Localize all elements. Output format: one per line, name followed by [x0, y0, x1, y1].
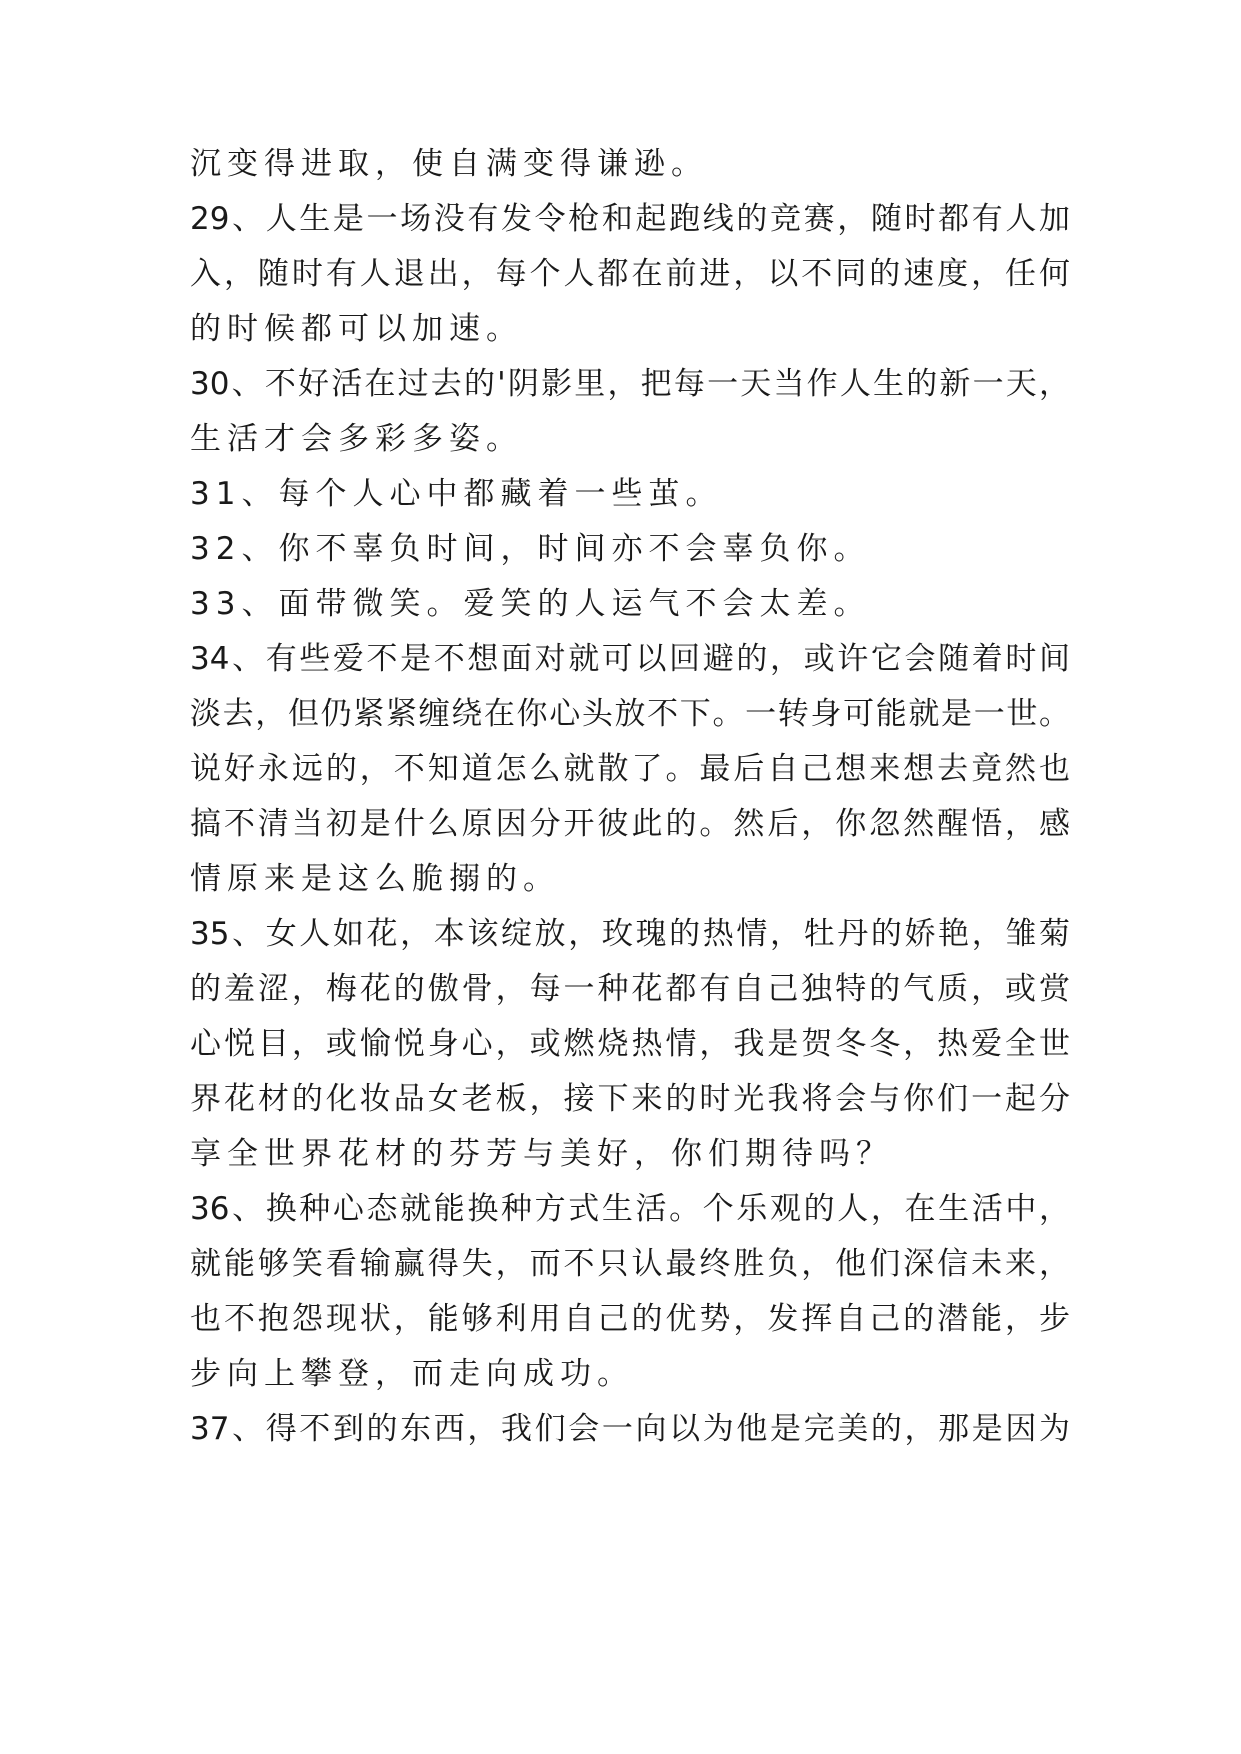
text-line: 31、每个人心中都藏着一些茧。 — [190, 476, 723, 512]
text-line: 35、女人如花，本该绽放，玫瑰的热情，牡丹的娇艳，雏菊 — [190, 916, 1070, 952]
text-line: 淡去，但仍紧紧缠绕在你心头放不下。一转身可能就是一世。 — [190, 696, 1070, 732]
text-line: 心悦目，或愉悦身心，或燃烧热情，我是贺冬冬，热爱全世 — [190, 1026, 1070, 1062]
text-line: 享全世界花材的芬芳与美好，你们期待吗？ — [190, 1136, 893, 1172]
text-line: 就能够笑看输赢得失，而不只认最终胜负，他们深信未来， — [190, 1246, 1070, 1282]
text-line: 30、不好活在过去的'阴影里，把每一天当作人生的新一天， — [190, 366, 1070, 402]
text-line: 也不抱怨现状，能够利用自己的优势，发挥自己的潜能，步 — [190, 1301, 1070, 1337]
text-line: 界花材的化妆品女老板，接下来的时光我将会与你们一起分 — [190, 1081, 1070, 1117]
text-line: 入，随时有人退出，每个人都在前进，以不同的速度，任何 — [190, 256, 1070, 292]
text-line: 34、有些爱不是不想面对就可以回避的，或许它会随着时间 — [190, 641, 1070, 677]
text-line: 29、人生是一场没有发令枪和起跑线的竞赛，随时都有人加 — [190, 201, 1070, 237]
text-line: 搞不清当初是什么原因分开彼此的。然后，你忽然醒悟，感 — [190, 806, 1070, 842]
text-line: 37、得不到的东西，我们会一向以为他是完美的，那是因为 — [190, 1411, 1070, 1447]
text-line: 说好永远的，不知道怎么就散了。最后自己想来想去竟然也 — [190, 751, 1070, 787]
text-line: 的羞涩，梅花的傲骨，每一种花都有自己独特的气质，或赏 — [190, 971, 1070, 1007]
text-line: 33、面带微笑。爱笑的人运气不会太差。 — [190, 586, 871, 622]
text-line: 沉变得进取，使自满变得谦逊。 — [190, 146, 708, 182]
text-line: 情原来是这么脆搦的。 — [190, 861, 560, 897]
text-line: 生活才会多彩多姿。 — [190, 421, 523, 457]
text-line: 步向上攀登，而走向成功。 — [190, 1356, 634, 1392]
text-line: 36、换种心态就能换种方式生活。个乐观的人，在生活中， — [190, 1191, 1070, 1227]
text-line: 32、你不辜负时间，时间亦不会辜负你。 — [190, 531, 871, 567]
text-line: 的时候都可以加速。 — [190, 311, 523, 347]
